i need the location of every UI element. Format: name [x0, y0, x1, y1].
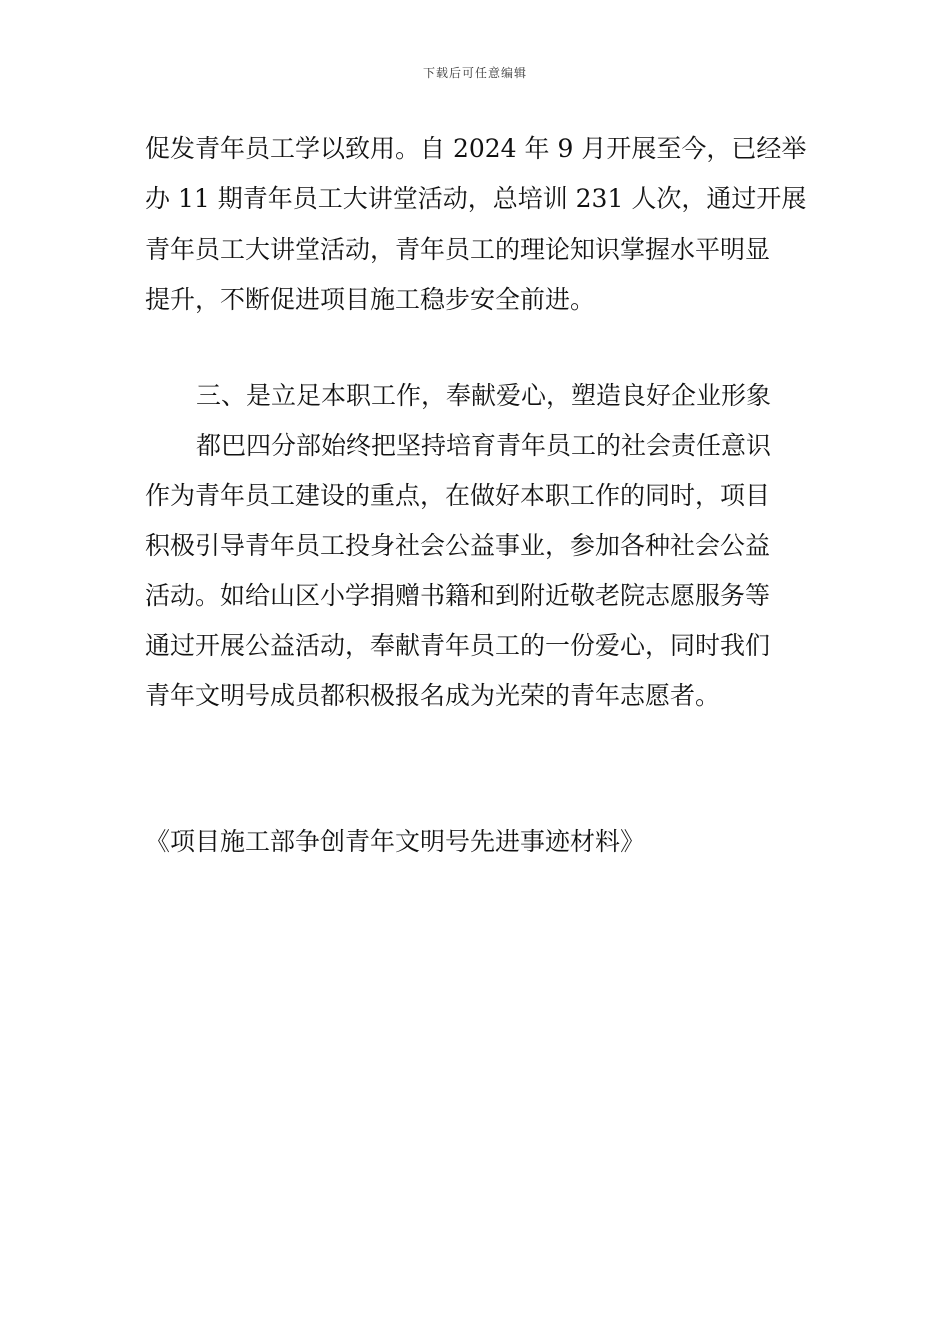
paragraph1-line-2: 办 11 期青年员工大讲堂活动，总培训 231 人次，通过开展 — [145, 184, 807, 213]
paragraph1-line-1: 促发青年员工学以致用。自 2024 年 9 月开展至今，已经举 — [145, 134, 807, 163]
section3-line-4: 活动。如给山区小学捐赠书籍和到附近敬老院志愿服务等 — [145, 581, 771, 610]
page-header-note: 下载后可任意编辑 — [422, 66, 527, 80]
document-footer-title: 《项目施工部争创青年文明号先进事迹材料》 — [145, 827, 646, 856]
section3-heading: 三、是立足本职工作，奉献爱心，塑造良好企业形象 — [196, 381, 772, 410]
section3-line-1: 都巴四分部始终把坚持培育青年员工的社会责任意识 — [196, 431, 772, 460]
paragraph1-line-3: 青年员工大讲堂活动，青年员工的理论知识掌握水平明显 — [145, 235, 771, 264]
section3-line-5: 通过开展公益活动，奉献青年员工的一份爱心，同时我们 — [145, 631, 771, 660]
paragraph1-line-4: 提升，不断促进项目施工稳步安全前进。 — [145, 285, 596, 314]
section3-line-2: 作为青年员工建设的重点，在做好本职工作的同时，项目 — [145, 481, 771, 510]
section3-line-6: 青年文明号成员都积极报名成为光荣的青年志愿者。 — [145, 681, 721, 710]
section3-line-3: 积极引导青年员工投身社会公益事业，参加各种社会公益 — [145, 531, 771, 560]
